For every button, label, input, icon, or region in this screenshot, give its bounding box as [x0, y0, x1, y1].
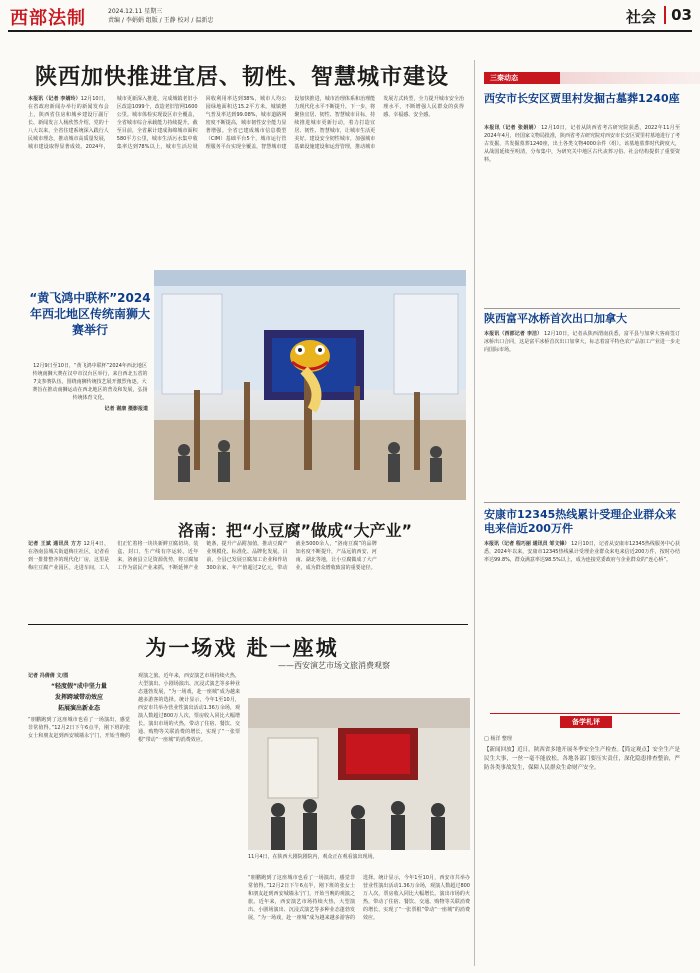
- column-body: 【新闻回放】近日，陕西省多地开展冬季安全生产检查。【简定观点】安全生产是民生大事，一丝一毫不能放松。各地各部门要压实责任，深化隐患排查整治，严防各类事故发生，保障人民群众生命财产安全。: [484, 747, 680, 771]
- article-2-byline: 记者 王斌 通讯员 方方: [28, 541, 82, 547]
- column-author: □ 杨洋 整理: [484, 736, 512, 742]
- article-1-byline: 本报讯（记者 李婧玲）: [28, 96, 81, 102]
- sidebar-item-3-text: 12月10日，记者从安康市12345热线服务中心获悉，2024年以来，安康市12345热线累计受理企业群众来电来信近200万件，按时办结率达99.8%，群众满意率达98.5%以上，成为连接党委政府与企业群众的“连心桥”。: [484, 541, 680, 563]
- sidebar-item-2-body: [484, 330, 680, 498]
- article-1-text: 12月10日，在省政府新闻办举行的新闻发布会上，陕西省住房和城乡建设厅副厅长、新闻发言人杨欣然介绍，党的十八大以来，全省住建系统深入践行人民城市理念，推动城市高质量发展，城市建设取得显著成效。2024年，城市更新深入推进，完成城镇老旧小区改造1099个，改造老旧管网1600公里。城市体检实现设区市全覆盖，全省城市综合承载能力持续提升。截至目前，全省累计建成海绵城市面积580平方公里，城市生活污水集中收集率达到78%以上，城市生活垃圾回收利用率达到38%，城市人均公园绿地面积达15.2平方米。城镇燃气普及率达到99.08%，城市道路网密度不断提高，城市韧性安全能力显著增强。全省已建成城市信息模型（CIM）基础平台5个，城市运行管理服务平台实现全覆盖，智慧城市建设加快推进，城市治理体系和治理能力现代化水平不断提升。下一步，将聚焦宜居、韧性、智慧城市目标，持续推进城市更新行动，着力打造宜居、韧性、智慧城市，让城市生活更美好。建设安全韧性城市，加强城市基础设施建设和运营管理，推动城市发展方式转型，全力提升城市安全治理水平，不断增强人民群众的获得感、幸福感、安全感。: [28, 96, 464, 150]
- article-3-body-left: [28, 672, 240, 966]
- sidebar-item-2-title: 陕西富平冰桥首次出口加拿大: [484, 312, 627, 325]
- article-1-title: 陕西加快推进宜居、韧性、智慧城市建设: [34, 65, 449, 90]
- photo-feature-caption: 12月9日至10日，“黄飞鸿中联杯”2024年西北地区传统南狮大赛在汉中市汉台区举行，来自西北五省的7支参赛队伍，围绕南狮传统技艺展开激烈角逐。大赛旨在推动南狮运动在西北地区的普及和发展，弘扬传统体育文化。: [32, 363, 148, 401]
- article-3-subheading-3: 拓展演出新业态: [57, 705, 100, 712]
- issue-editors: 责编 / 李娟娟 组版 / 王静 校对 / 温新忠: [108, 17, 214, 24]
- sidebar-item-1-text: 12月10日，记者从陕西省考古研究院获悉，2022年11月至2024年4月，经国家文物局批准，陕西省考古研究院对西安市长安区贾里村墓地进行了考古发掘，共发掘墓葬1240座，出土各类文物4000余件（组）。该墓地墓葬时代跨度大，从战国延续至明清，分布集中，为研究关中地区古代丧葬习俗、社会结构提供了重要资料。: [484, 125, 680, 163]
- sidebar-section-tag: 三秦动态: [484, 72, 560, 84]
- photo-feature-title: “黄飞鸿中联杯”2024年西北地区传统南狮大赛举行: [29, 291, 151, 337]
- sidebar-item-3-title: 安康市12345热线累计受理企业群众来电来信近200万件: [484, 508, 677, 535]
- theatre-photo: [248, 698, 470, 850]
- column-separator: [474, 60, 475, 966]
- newspaper-logo: 西部法制: [10, 8, 86, 29]
- masthead-rule: [8, 30, 692, 32]
- section-name: 社会: [625, 8, 656, 26]
- sidebar-item-1-title: 西安市长安区贾里村发掘古墓葬1240座: [484, 92, 680, 105]
- lion-dance-illustration: [154, 270, 466, 500]
- article-3-body-right: [248, 874, 470, 966]
- theatre-illustration: [248, 698, 470, 850]
- sidebar-item-2-byline: 本报讯（西部记者 李洁）: [484, 331, 543, 337]
- article-1-body: [28, 95, 464, 257]
- column-tag: 备学札评: [560, 716, 612, 728]
- issue-date: 2024.12.11 星期三: [108, 8, 163, 15]
- sidebar-divider-2: [484, 502, 680, 503]
- sidebar-item-2-text: 12月10日，记者从陕西渭南获悉，富平县与加拿大客商签订冰桥出口合同，这是富平冰桥首次出口加拿大，标志着富平特色农产品加工产业进一步走向国际市场。: [484, 331, 680, 353]
- article-3-subheading-2: 发挥跨域带动效应: [54, 694, 103, 701]
- theatre-photo-caption: 11月4日，在陕西大剧院剧院内，观众正在观看演出现场。: [248, 854, 378, 860]
- article-3-title: 为一场戏 赴一座城: [145, 636, 339, 660]
- article-2-body: [28, 540, 466, 620]
- sidebar-item-3-body: [484, 540, 680, 706]
- article-3-subtitle: ——西安演艺市场文旅消费观察: [278, 661, 390, 670]
- sidebar-divider-1: [484, 308, 680, 309]
- lion-dance-photo: [154, 270, 466, 500]
- article-3-byline: 记者 冯倩倩 文/图: [28, 673, 69, 679]
- sidebar-item-1-byline: 本报讯（记者 张娟娟）: [484, 125, 540, 131]
- issue-info: [108, 7, 213, 25]
- sidebar-item-1-body: [484, 124, 680, 304]
- page-number: 03: [664, 6, 692, 24]
- sidebar-item-3-byline: 本报讯（记者 程巧丽 通讯员 邹文锋）: [484, 541, 570, 547]
- article-3-text-continued: “朋鹏跑到了这座城市也看了一场演出，感觉非常值得。”12月2日下午6点半，刚下班的张女士和朋友赶到西安城墙永宁门，开始当晚的观演之旅。近年来，西安演艺市场持续火热，大型演出、小剧场演出、沉浸式演艺等多种业态蓬勃发展，“为一场戏，赴一座城”成为越来越多游客的选择。统计显示，今年1至10月，西安市共举办营业性演出活动1.36万余场，观演人数超过800万人次，票房收入同比大幅增长。演出市场的火热，带动了住宿、餐饮、交通、购物等关联消费的增长，实现了“一张票根”带动“一座城”的消费效应。: [248, 875, 470, 921]
- article-2-title: 洛南：把“小豆腐”做成“大产业”: [177, 521, 413, 540]
- masthead: [8, 4, 692, 30]
- article-3-text: “朋鹏跑到了这座城市也看了一场演出，感觉非常值得。”12月2日下午6点半，刚下班的张女士和朋友赶到西安城墙永宁门，开始当晚的观演之旅。近年来，西安演艺市场持续火热，大型演出、小剧场演出、沉浸式演艺等多种业态蓬勃发展，“为一场戏，赴一座城”成为越来越多游客的选择。统计显示，今年1至10月，西安市共举办营业性演出活动1.36万余场，观演人数超过800万人次，票房收入同比大幅增长。演出市场的火热，带动了住宿、餐饮、交通、购物等关联消费的增长，实现了“一张票根”带动“一座城”的消费效应。: [28, 673, 240, 743]
- article-2-text: 12月4日，在洛南县城关街道梅庄社区，记者看到一排排整齐的现代化厂房，这里是梅庄豆腐产业园区。走进车间，工人们正忙着将一块块新鲜豆腐切块、装盒、封口，生产线有序运转。近年来，洛南县立足资源优势，将豆腐加工作为富民产业来抓，不断延伸产业链条，提升产品附加值，推动豆腐产业规模化、标准化、品牌化发展。目前，全县已发展豆腐加工企业和作坊300余家，年产值超过2亿元，带动就业5000余人，“洛南豆腐”的品牌知名度不断提升，产品远销西安、河南、湖北等地，让小豆腐做成了大产业，成为群众增收致富的重要途径。: [28, 541, 377, 571]
- article-3-subheading-1: “轻度假”成中坚力量: [51, 683, 107, 690]
- divider-rule: [28, 624, 468, 625]
- photo-feature-credit: 记者 谢康 摄影报道: [104, 406, 148, 412]
